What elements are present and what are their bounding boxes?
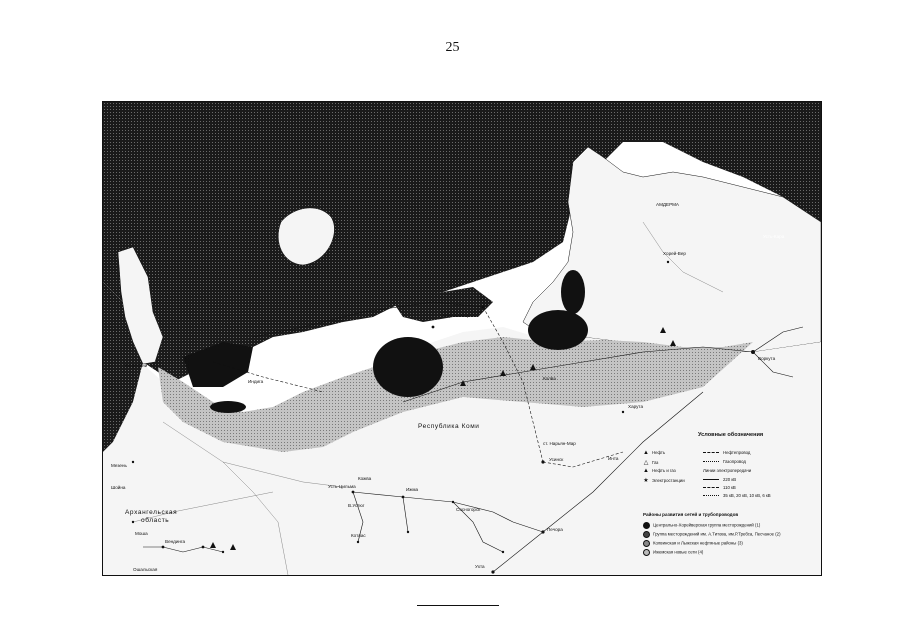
label-kozhva: Кожва (358, 476, 372, 481)
label-vorkuta: Воркута (758, 356, 776, 361)
legend-power-station: ★ Электростанции (643, 478, 685, 484)
label-naryan-mar: Нарьян-Мар (443, 313, 470, 318)
label-veliky-ustyug: В.Устюг (348, 503, 365, 508)
legend-area-3: Колвинская и Лыжская нефтяные районы (3) (643, 540, 743, 547)
label-khorey-ver: Хорей-Вер (663, 251, 686, 256)
label-arkhangelsk: Архангельская (125, 509, 178, 516)
legend-title: Условные обозначения (698, 432, 764, 438)
legend-gas: △ Газ (643, 460, 659, 466)
label-kolva: Колва (543, 376, 556, 381)
footnote-rule (417, 605, 499, 606)
label-indiga: Индига (248, 379, 264, 384)
map-legend (643, 432, 818, 572)
oil-gas-triangle-icon: ▲ (643, 468, 649, 474)
label-ust-tsilma: Усть-Цильма (328, 484, 356, 489)
label-ukhta: Ухта (475, 564, 485, 569)
label-ust-kara: Усть-Кара (763, 234, 785, 239)
label-mosha: Моша (135, 531, 148, 536)
page-number: 25 (445, 40, 460, 55)
label-station: ст. Нарьян-Мар (543, 441, 576, 446)
label-republic-komi: Республика Коми (418, 423, 480, 430)
label-pechora: Печора (547, 527, 563, 532)
label-sosnogorsk: Сосногорск (456, 507, 481, 512)
dark-area-1 (373, 337, 443, 397)
label-amderma: АМДЕРМА (656, 202, 679, 207)
legend-35kv: 35 кВ, 20 кВ, 10 кВ, 6 кВ (703, 493, 771, 498)
legend-oil-gas: ▲ Нефть и газ (643, 468, 676, 474)
legend-oil: ▲ Нефть (643, 450, 666, 456)
label-kharuta: Харута (628, 404, 644, 409)
label-mezen: Мезень (111, 463, 127, 468)
gas-triangle-icon: △ (643, 460, 649, 466)
label-kaninsky: Канинский (125, 363, 148, 368)
label-oblast: область (141, 517, 170, 524)
label-kotlas: Котлас (351, 533, 366, 538)
dark-area-2 (528, 310, 588, 350)
oil-triangle-icon: ▲ (643, 450, 649, 456)
legend-area-2: Группа месторождений им. А.Титова, им.Р.Требса, Песчаное (2) (643, 531, 781, 538)
legend-power-lines: Линии электропередачи (703, 468, 752, 473)
label-inta: Инта (608, 456, 619, 461)
legend-area-4: Ижемская новые сети (4) (643, 549, 703, 556)
label-usinsk: Усинск (549, 457, 564, 462)
label-oshalskaya: Ошальская (133, 567, 158, 572)
dark-area-3 (561, 270, 585, 314)
legend-areas-title: Районы развития сетей и трубопроводов (643, 512, 739, 517)
label-vendinga: Вендинга (165, 539, 186, 544)
label-shoyna: Шойна (111, 485, 126, 490)
legend-110kv: 110 кВ (703, 485, 736, 490)
dark-area-4 (210, 401, 246, 413)
legend-220kv: 220 кВ (703, 477, 736, 482)
legend-gas-pipeline: Газопровод (703, 459, 746, 464)
map-frame (102, 101, 822, 576)
legend-area-1: Центрально-Хорейверская группа месторождений (1) (643, 522, 760, 529)
legend-oil-pipeline: Нефтепровод (703, 450, 750, 455)
label-ijma: Ижма (406, 487, 419, 492)
power-station-star-icon: ★ (643, 478, 649, 484)
